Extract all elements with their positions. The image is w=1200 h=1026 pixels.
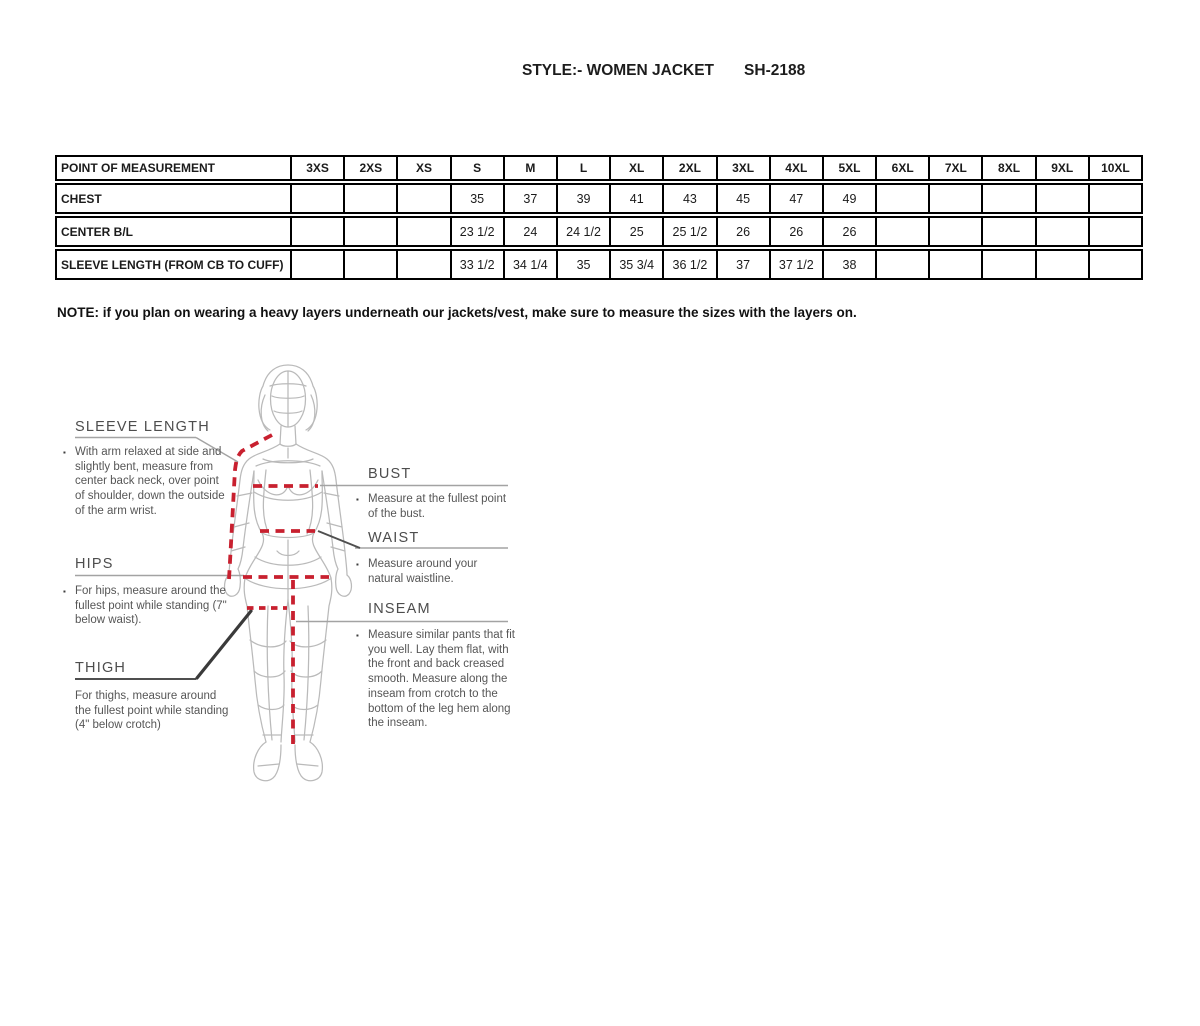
size-value-cell: 39 xyxy=(556,185,609,212)
section-thigh xyxy=(63,660,231,733)
size-column-header: M xyxy=(503,157,556,179)
thigh-description: For thighs, measure around the fullest point while standing (4" below crotch) xyxy=(75,690,229,732)
size-value-cell xyxy=(343,185,396,212)
square-bullet-icon: ▪ xyxy=(63,587,66,596)
size-value-cell: 26 xyxy=(822,218,875,245)
size-column-header: 3XL xyxy=(716,157,769,179)
size-value-cell xyxy=(290,185,343,212)
size-value-cell xyxy=(928,218,981,245)
size-column-header: 8XL xyxy=(981,157,1034,179)
size-column-header: 5XL xyxy=(822,157,875,179)
size-value-cell: 37 xyxy=(716,251,769,278)
mannequin-wireframe xyxy=(225,365,352,781)
size-value-cell xyxy=(396,218,449,245)
waist-description: Measure around your natural waistline. xyxy=(368,558,478,585)
hips-description: For hips, measure around the fullest point while standing (7" below waist). xyxy=(75,585,227,627)
size-value-cell xyxy=(981,218,1034,245)
size-column-header: XS xyxy=(396,157,449,179)
size-value-cell xyxy=(1088,185,1141,212)
section-sleeve-length xyxy=(63,419,228,519)
section-inseam xyxy=(356,601,524,731)
size-value-cell xyxy=(928,185,981,212)
size-column-header: 9XL xyxy=(1035,157,1088,179)
style-label: STYLE:- WOMEN JACKET xyxy=(522,62,715,79)
size-value-cell xyxy=(343,251,396,278)
measurement-row-label: CENTER B/L xyxy=(61,224,133,239)
point-of-measurement-header: POINT OF MEASUREMENT xyxy=(61,161,216,175)
size-value-cell xyxy=(396,251,449,278)
size-value-cell: 26 xyxy=(769,218,822,245)
bust-description: Measure at the fullest point of the bust. xyxy=(368,493,507,520)
size-value-cell: 23 1/2 xyxy=(450,218,503,245)
size-value-cell xyxy=(343,218,396,245)
size-value-cell: 41 xyxy=(609,185,662,212)
section-bust xyxy=(356,466,508,521)
size-column-header: 10XL xyxy=(1088,157,1141,179)
table-header-row xyxy=(55,155,1143,181)
hips-heading: HIPS xyxy=(75,556,114,572)
size-value-cell xyxy=(290,218,343,245)
inseam-description: Measure similar pants that fit you well. Lay them flat, with the front and back creased smooth. Measure along the inseam from crotch to the bottom of the leg hem along the inseam. xyxy=(368,629,516,730)
page-title xyxy=(522,62,805,80)
size-value-cell xyxy=(981,185,1034,212)
size-column-header: 2XS xyxy=(343,157,396,179)
size-value-cell: 36 1/2 xyxy=(662,251,715,278)
size-value-cell xyxy=(1088,218,1141,245)
size-value-cell xyxy=(875,185,928,212)
measurement-row-label: SLEEVE LENGTH (FROM CB TO CUFF) xyxy=(61,257,284,272)
section-hips xyxy=(63,556,228,628)
style-code: SH-2188 xyxy=(744,62,806,79)
square-bullet-icon: ▪ xyxy=(63,448,66,457)
inseam-heading: INSEAM xyxy=(368,601,431,617)
size-value-cell xyxy=(290,251,343,278)
size-value-cell xyxy=(1088,251,1141,278)
size-value-cell: 35 xyxy=(556,251,609,278)
size-value-cell xyxy=(875,218,928,245)
sleeve-length-heading: SLEEVE LENGTH xyxy=(75,419,210,435)
size-value-cell xyxy=(1035,251,1088,278)
size-column-header: S xyxy=(450,157,503,179)
note-text: NOTE: if you plan on wearing a heavy layers underneath our jackets/vest, make sure to measure the sizes with the layers on. xyxy=(57,305,857,320)
size-value-cell: 26 xyxy=(716,218,769,245)
size-value-cell: 45 xyxy=(716,185,769,212)
measurement-row-label: CHEST xyxy=(61,191,102,206)
size-value-cell: 43 xyxy=(662,185,715,212)
size-value-cell: 34 1/4 xyxy=(503,251,556,278)
sleeve-length-line xyxy=(229,435,272,579)
size-value-cell: 38 xyxy=(822,251,875,278)
section-waist xyxy=(356,530,508,586)
size-value-cell: 33 1/2 xyxy=(450,251,503,278)
size-value-cell xyxy=(928,251,981,278)
size-column-header: 4XL xyxy=(769,157,822,179)
size-value-cell xyxy=(981,251,1034,278)
size-column-header: L xyxy=(556,157,609,179)
size-value-cell xyxy=(396,185,449,212)
thigh-heading: THIGH xyxy=(75,660,127,676)
size-value-cell: 37 xyxy=(503,185,556,212)
waist-heading: WAIST xyxy=(368,530,420,546)
size-value-cell: 24 1/2 xyxy=(556,218,609,245)
table-row xyxy=(55,183,1143,214)
size-column-header: 7XL xyxy=(928,157,981,179)
size-value-cell: 25 1/2 xyxy=(662,218,715,245)
size-column-header: XL xyxy=(609,157,662,179)
size-column-header: 6XL xyxy=(875,157,928,179)
size-table xyxy=(55,155,1143,282)
measurement-dashed-lines xyxy=(229,435,329,744)
size-value-cell: 35 3/4 xyxy=(609,251,662,278)
size-value-cell: 49 xyxy=(822,185,875,212)
table-row xyxy=(55,216,1143,247)
sleeve-length-description: With arm relaxed at side and slightly bent, measure from center back neck, over point of shoulder, down the outside of the arm wrist. xyxy=(75,446,225,517)
size-value-cell xyxy=(1035,185,1088,212)
size-value-cell: 37 1/2 xyxy=(769,251,822,278)
bust-heading: BUST xyxy=(368,466,412,482)
size-value-cell xyxy=(875,251,928,278)
size-value-cell: 47 xyxy=(769,185,822,212)
table-row xyxy=(55,249,1143,280)
square-bullet-icon: ▪ xyxy=(356,631,359,640)
square-bullet-icon: ▪ xyxy=(356,495,359,504)
size-value-cell: 24 xyxy=(503,218,556,245)
size-value-cell xyxy=(1035,218,1088,245)
size-value-cell: 25 xyxy=(609,218,662,245)
size-column-header: 2XL xyxy=(662,157,715,179)
size-column-header: 3XS xyxy=(290,157,343,179)
square-bullet-icon: ▪ xyxy=(356,560,359,569)
size-value-cell: 35 xyxy=(450,185,503,212)
